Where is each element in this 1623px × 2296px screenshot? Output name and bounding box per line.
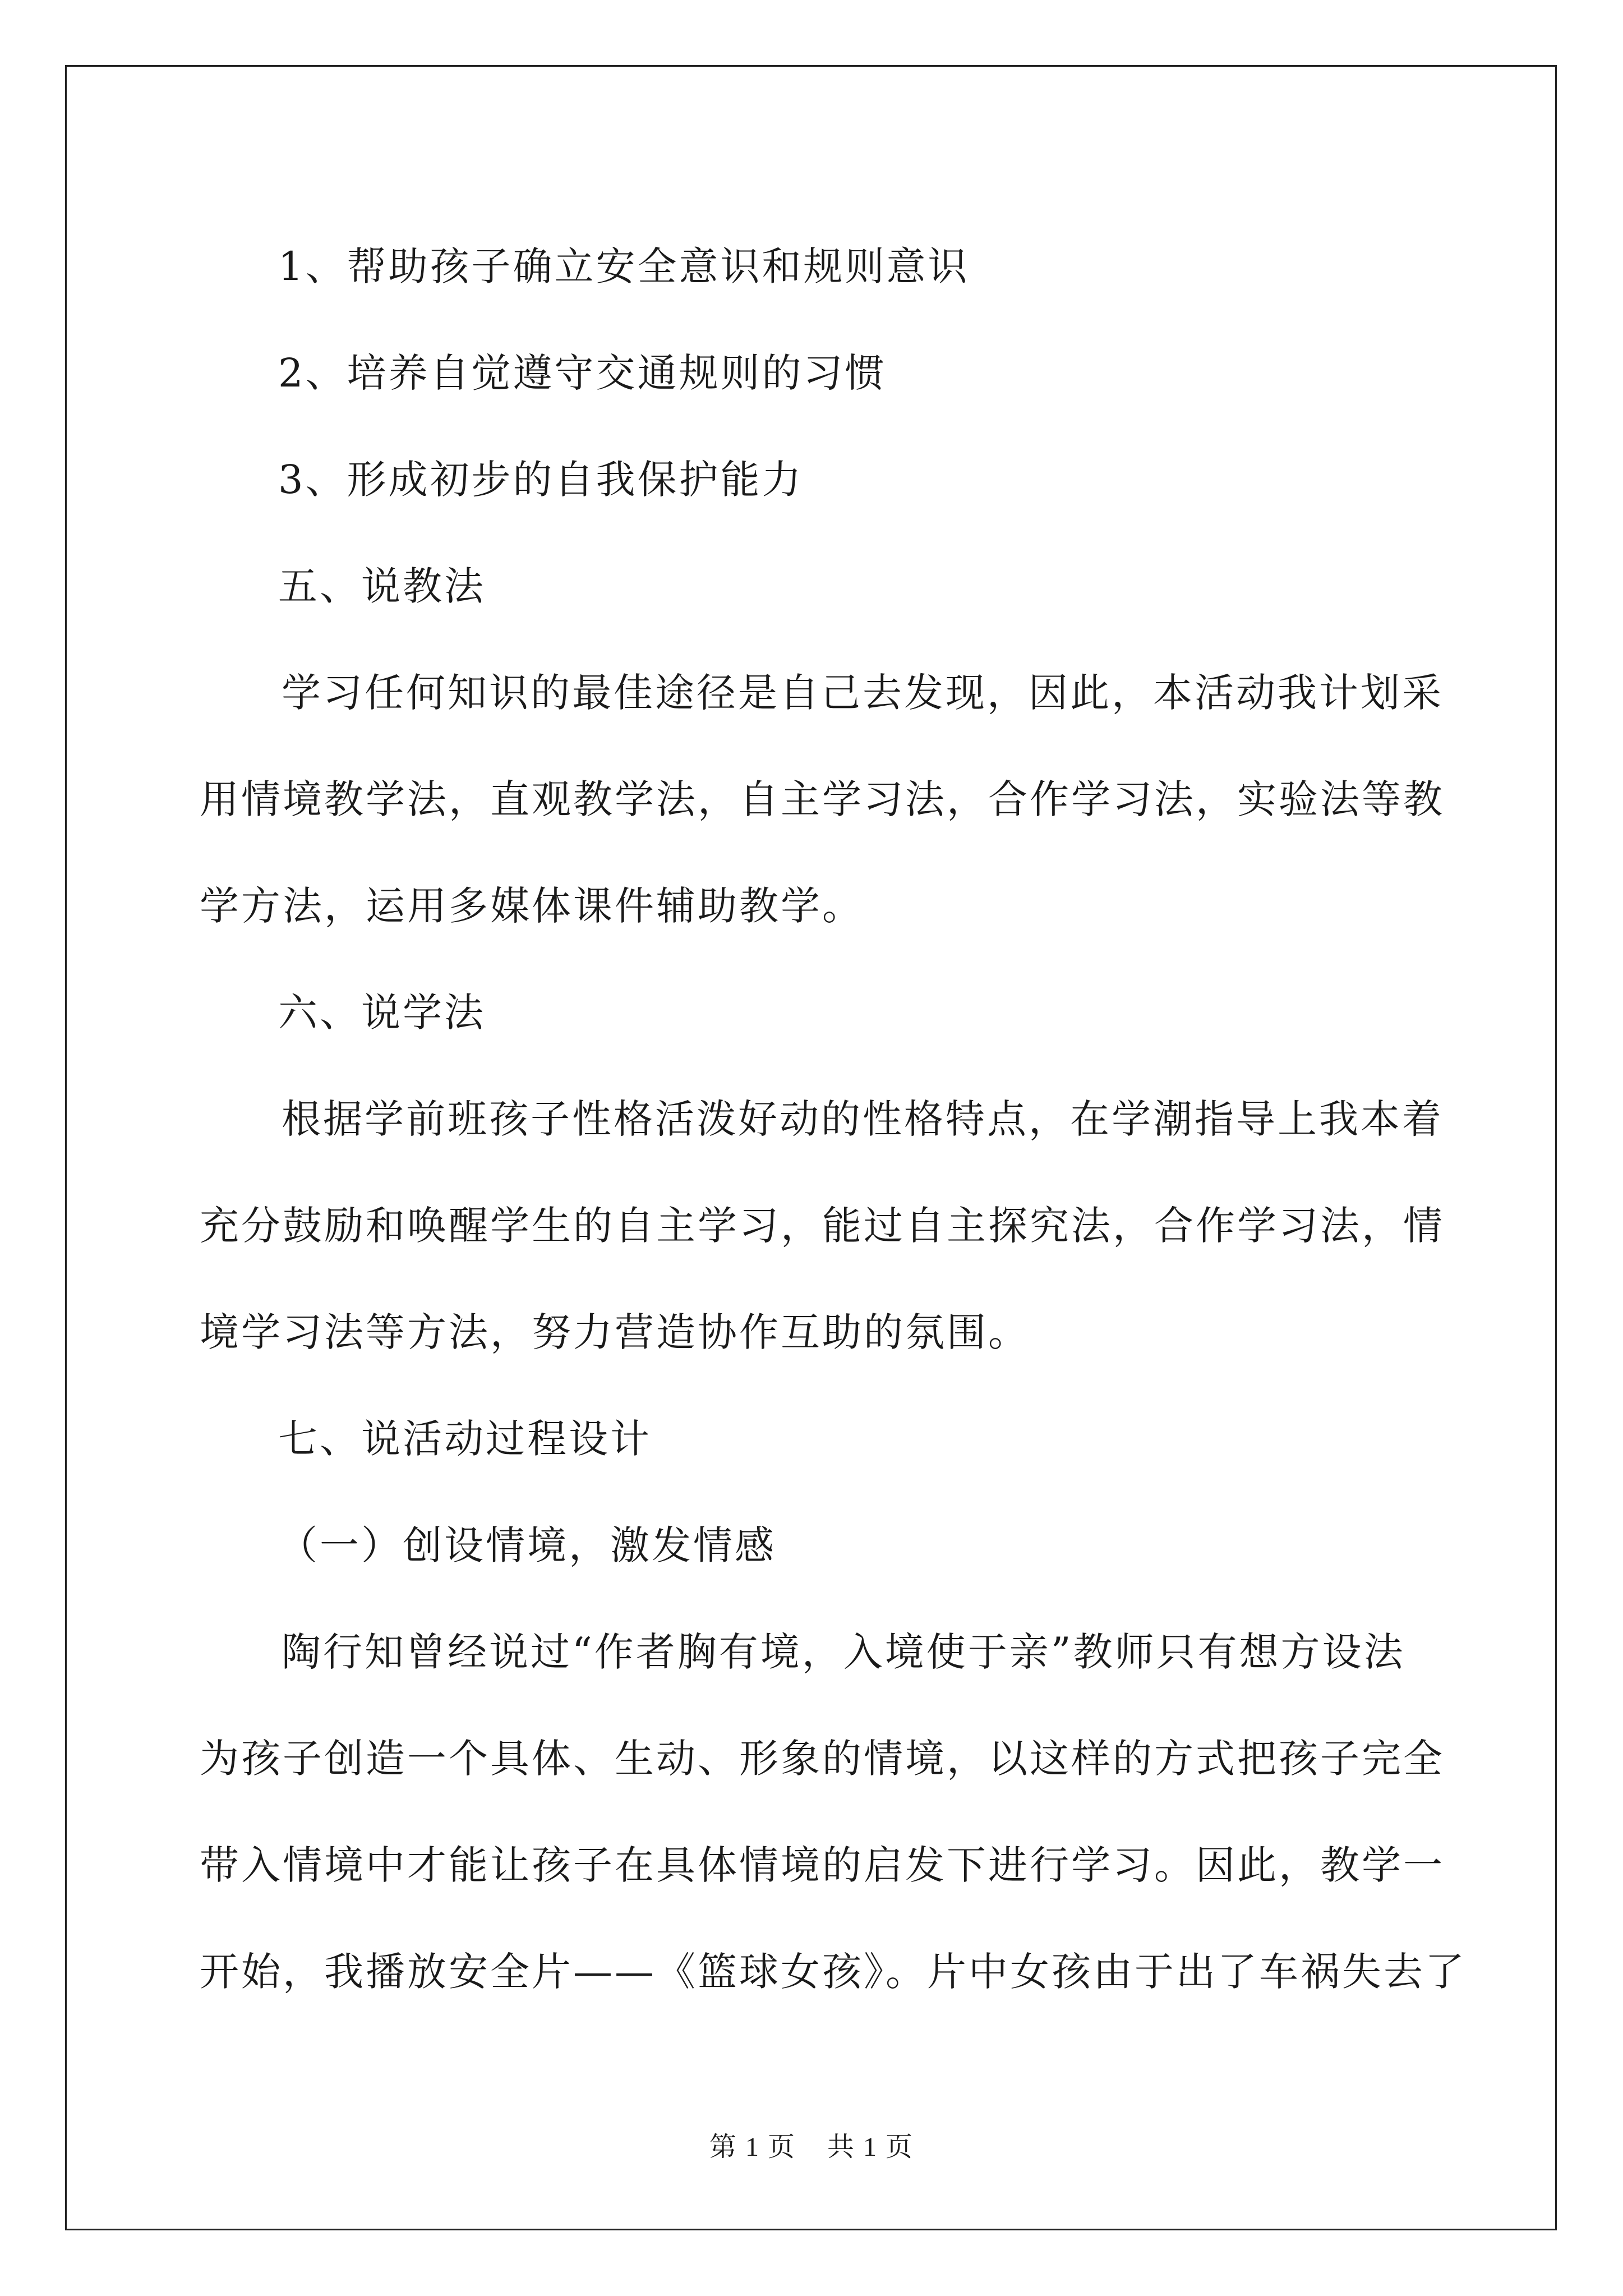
paragraph-line: 境学习法等方法，努力营造协作互助的氛围。 [200, 1309, 1030, 1355]
subsection-heading-create-situation: （一）创设情境，激发情感 [278, 1522, 776, 1568]
paragraph-line: 带入情境中才能让孩子在具体情境的启发下进行学习。因此，教学一 [200, 1842, 1445, 1888]
objective-item-2: 2、培养自觉遵守交通规则的习惯 [278, 350, 887, 396]
page-total: 共 1 页 [827, 2132, 914, 2162]
section-heading-teaching-method: 五、说教法 [278, 563, 486, 609]
objective-item-1: 1、帮助孩子确立安全意识和规则意识 [278, 243, 970, 289]
paragraph-line: 开始，我播放安全片——《篮球女孩》。片中女孩由于出了车祸失去了 [200, 1949, 1467, 1995]
paragraph-line: 陶行知曾经说过“作者胸有境，入境使于亲”教师只有想方设法 [282, 1629, 1405, 1675]
document-body [200, 213, 1467, 2025]
paragraph-create-situation [200, 1599, 1467, 2025]
section-heading-activity-design: 七、说活动过程设计 [278, 1416, 652, 1462]
paragraph-learning-method [200, 1066, 1445, 1386]
paragraph-line: 充分鼓励和唤醒学生的自主学习，能过自主探究法，合作学习法，情 [200, 1203, 1445, 1249]
paragraph-line: 学习任何知识的最佳途径是自己去发现，因此，本活动我计划采 [282, 670, 1444, 716]
paragraph-line: 根据学前班孩子性格活泼好动的性格特点，在学潮指导上我本着 [282, 1096, 1444, 1142]
paragraph-line: 为孩子创造一个具体、生动、形象的情境，以这样的方式把孩子完全 [200, 1736, 1445, 1782]
section-heading-learning-method: 六、说学法 [278, 990, 486, 1036]
page-number: 第 1 页 [709, 2132, 796, 2162]
paragraph-teaching-method [200, 639, 1445, 959]
page-footer [0, 2125, 1623, 2164]
objective-item-3: 3、形成初步的自我保护能力 [278, 457, 804, 503]
paragraph-line: 用情境教学法，直观教学法，自主学习法，合作学习法，实验法等教 [200, 776, 1445, 822]
paragraph-line: 学方法，运用多媒体课件辅助教学。 [200, 883, 864, 929]
